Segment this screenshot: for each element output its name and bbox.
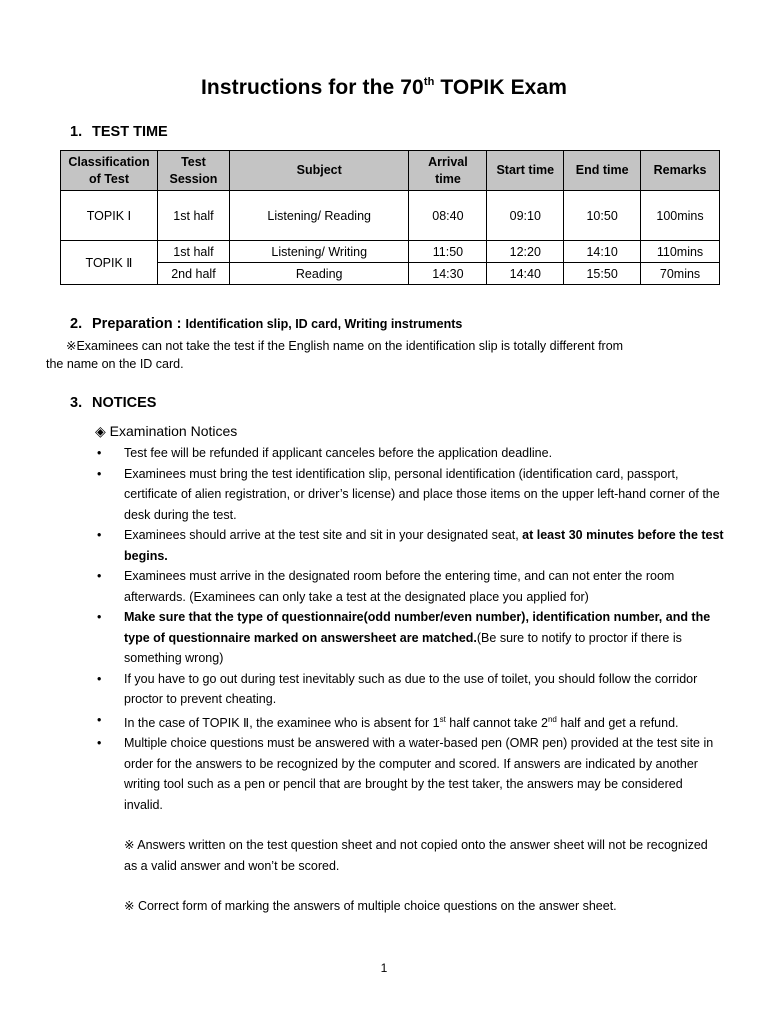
list-item bbox=[95, 443, 725, 464]
table-row bbox=[61, 241, 720, 263]
table-cell: 14:40 bbox=[487, 263, 564, 285]
section-heading-notices bbox=[70, 395, 156, 411]
bullet-icon: • bbox=[97, 671, 102, 686]
list-item bbox=[95, 710, 725, 734]
table-cell: Reading bbox=[229, 263, 409, 285]
section-number: 2. bbox=[70, 316, 83, 332]
table-header: Arrival time bbox=[409, 151, 487, 191]
title-superscript: th bbox=[423, 76, 435, 88]
table-row bbox=[61, 263, 720, 285]
bullet-icon: • bbox=[97, 610, 102, 624]
bullet-icon: • bbox=[97, 466, 102, 481]
table-header: Classification of Test bbox=[61, 151, 158, 191]
table-cell: 110mins bbox=[641, 241, 720, 263]
list-item bbox=[95, 464, 725, 526]
list-item-text: Examinees must arrive in the designated room before the entering time, and can not enter the room afterwards. (Examinees can only take a test at the designated place you applied for) bbox=[124, 569, 675, 604]
table-cell: 100mins bbox=[641, 191, 720, 241]
table-cell: 15:50 bbox=[564, 263, 641, 285]
table-cell: 70mins bbox=[641, 263, 720, 285]
section-title: TEST TIME bbox=[92, 124, 168, 140]
section-title: NOTICES bbox=[92, 395, 157, 411]
answer-sheet-remark: ※ Answers written on the test question sheet and not copied onto the answer sheet will not be recognized as a valid answer and won’t be scored. bbox=[124, 838, 708, 873]
list-item-text: In the case of TOPIK Ⅱ, the examinee who is absent for 1 bbox=[124, 715, 440, 730]
section-number: 1. bbox=[70, 124, 83, 140]
examination-notices-subheading bbox=[95, 423, 237, 440]
table-cell: 10:50 bbox=[564, 191, 641, 241]
list-item bbox=[95, 525, 725, 566]
page-number: 1 bbox=[380, 961, 388, 975]
table-cell: 1st half bbox=[157, 241, 229, 263]
table-cell: 09:10 bbox=[487, 191, 564, 241]
table-cell: 11:50 bbox=[409, 241, 487, 263]
table-cell: 14:10 bbox=[564, 241, 641, 263]
list-item-text: (Be sure to notify to proctor if there is something wrong) bbox=[124, 630, 682, 665]
section-title: Preparation bbox=[92, 316, 173, 332]
list-item-text: Multiple choice questions must be answered with a water-based pen (OMR pen) provided at the test site in order for the answers to be recognized by the computer and scored. If answers are indicated by another writing tool such as a pen or pencil that are brought by the test taker, the answers may be considered invalid. bbox=[124, 736, 714, 812]
bullet-icon: • bbox=[97, 736, 102, 750]
section-heading-test-time bbox=[70, 124, 168, 140]
table-header: Start time bbox=[487, 151, 564, 191]
table-header: Remarks bbox=[641, 151, 720, 191]
preparation-note-line: ※Examinees can not take the test if the English name on the identification slip is totally different from bbox=[66, 339, 624, 353]
list-item bbox=[95, 669, 725, 710]
list-item-text: half and get a refund. bbox=[556, 715, 679, 730]
title-text-rest: TOPIK Exam bbox=[434, 76, 568, 99]
list-item-text: Examinees should arrive at the test site and sit in your designated seat, bbox=[124, 528, 523, 542]
table-header: Subject bbox=[229, 151, 409, 191]
subheading-text: Examination Notices bbox=[105, 423, 238, 439]
list-item bbox=[95, 733, 725, 815]
list-item bbox=[95, 607, 725, 669]
list-item-text: Test fee will be refunded if applicant canceles before the application deadline. bbox=[124, 446, 553, 460]
table-cell: Listening/ Reading bbox=[229, 191, 409, 241]
table-cell: 08:40 bbox=[409, 191, 487, 241]
list-item-emphasis: Make sure that the type of questionnaire(odd number/even number), identification number, and the type of questionnaire marked on answersheet are matched. bbox=[124, 610, 711, 645]
bullet-icon: • bbox=[97, 446, 102, 460]
section-number: 3. bbox=[70, 395, 83, 411]
section-heading-preparation bbox=[70, 316, 462, 332]
table-row bbox=[61, 191, 720, 241]
table-cell: 1st half bbox=[157, 191, 229, 241]
table-cell-classification: TOPIK Ⅰ bbox=[61, 191, 158, 241]
table-header: End time bbox=[564, 151, 641, 191]
preparation-items: Identification slip, ID card, Writing instruments bbox=[185, 317, 463, 331]
table-cell: 2nd half bbox=[157, 263, 229, 285]
table-cell-classification: TOPIK Ⅱ bbox=[61, 241, 158, 285]
preparation-note bbox=[46, 337, 726, 373]
marking-form-remark: ※ Correct form of marking the answers of multiple choice questions on the answer sheet. bbox=[124, 899, 617, 913]
list-item-emphasis: at least 30 minutes before the test begins. bbox=[124, 528, 724, 563]
table-header: Test Session bbox=[157, 151, 229, 191]
bullet-icon: • bbox=[97, 712, 102, 727]
bullet-icon: • bbox=[97, 528, 102, 542]
test-time-table bbox=[60, 150, 720, 285]
document-title bbox=[0, 76, 768, 100]
list-item-text: Examinees must bring the test identification slip, personal identification (identification card, passport, certificate of alien registration, or driver’s license) and place those items on the upper left-hand corner of the desk during the test. bbox=[124, 466, 720, 522]
diamond-bullet-icon: ◈ bbox=[95, 423, 106, 439]
preparation-note-line: the name on the ID card. bbox=[46, 357, 184, 371]
table-cell: 14:30 bbox=[409, 263, 487, 285]
table-header-row bbox=[61, 151, 720, 191]
notices-list bbox=[95, 443, 725, 815]
table-cell: Listening/ Writing bbox=[229, 241, 409, 263]
bullet-icon: • bbox=[97, 569, 102, 583]
ordinal-superscript: st bbox=[439, 714, 446, 724]
list-item-text: If you have to go out during test inevitably such as due to the use of toilet, you should follow the corridor proctor to prevent cheating. bbox=[124, 671, 698, 706]
list-item bbox=[95, 566, 725, 607]
title-text: Instructions for the 70 bbox=[200, 76, 424, 99]
table-cell: 12:20 bbox=[487, 241, 564, 263]
list-item-text: half cannot take 2 bbox=[445, 715, 548, 730]
section-separator: : bbox=[172, 316, 186, 332]
ordinal-superscript: nd bbox=[547, 714, 557, 724]
